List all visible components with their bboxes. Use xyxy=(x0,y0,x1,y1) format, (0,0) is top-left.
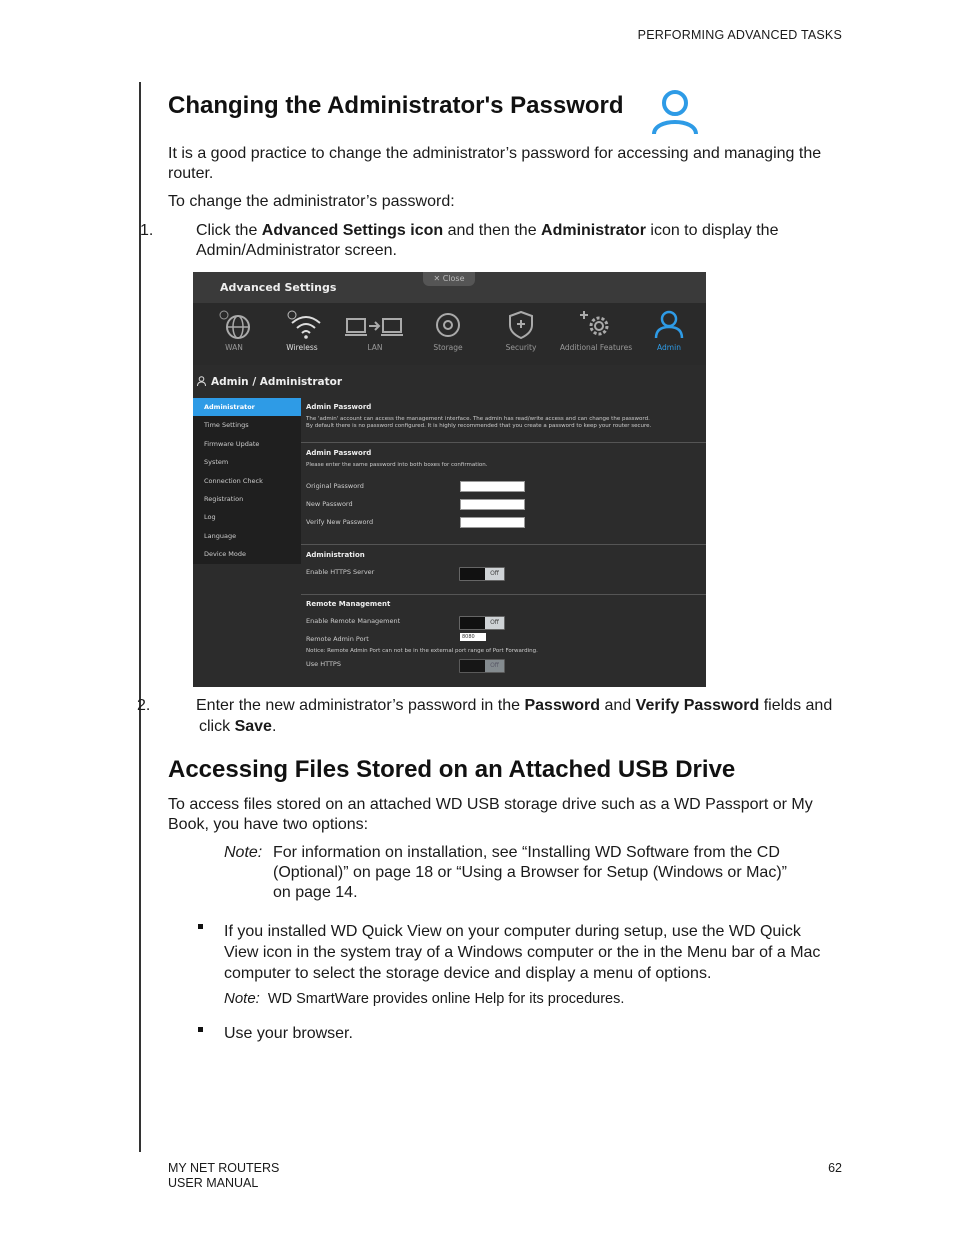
sidebar-item-firmware-update[interactable]: Firmware Update xyxy=(204,439,260,448)
admin-user-icon xyxy=(650,88,700,136)
panel-heading: Admin Password xyxy=(306,449,372,457)
wireless-label: Wireless xyxy=(286,343,318,352)
note-label: Note: xyxy=(224,844,263,861)
divider xyxy=(301,594,706,595)
note-smartware xyxy=(224,990,824,1007)
new-password-input[interactable] xyxy=(460,499,525,510)
lan-tab[interactable] xyxy=(340,309,410,365)
close-label: Close xyxy=(442,274,465,283)
panel-desc: The 'admin' account can access the management interface. The admin has read/write access and can change the password. xyxy=(306,416,650,422)
admin-tab[interactable] xyxy=(634,309,704,365)
step-bold-password: Password xyxy=(524,697,601,714)
bullet-marker xyxy=(198,1027,203,1032)
https-label: Enable HTTPS Server xyxy=(306,568,375,576)
screenshot-title: Advanced Settings xyxy=(220,281,337,294)
wan-label: WAN xyxy=(225,343,243,352)
storage-tab[interactable] xyxy=(413,309,483,365)
section-title-admin-password: Changing the Administrator's Password xyxy=(168,92,624,119)
margin-rule xyxy=(139,82,141,1152)
divider xyxy=(301,442,706,443)
verify-password-input[interactable] xyxy=(460,517,525,528)
security-tab[interactable] xyxy=(486,309,556,365)
lan-computers-icon xyxy=(343,309,407,339)
usb-intro-paragraph: To access files stored on an attached WD USB storage drive such as a WD Passport or My Book, you have two options: xyxy=(168,796,813,833)
step-bold-administrator: Administrator xyxy=(541,222,646,239)
step-bold-save: Save xyxy=(234,718,272,735)
lan-label: LAN xyxy=(367,343,383,352)
wan-tab[interactable] xyxy=(199,309,269,365)
toggle-state: Off xyxy=(485,660,504,672)
sidebar-item-time-settings[interactable]: Time Settings xyxy=(204,421,249,430)
remote-management-toggle[interactable] xyxy=(459,616,505,630)
globe-icon xyxy=(214,309,254,339)
footer-line: MY NET ROUTERS xyxy=(168,1161,280,1175)
security-label: Security xyxy=(505,343,537,352)
admin-label: Admin xyxy=(657,343,681,352)
additional-features-label: Additional Features xyxy=(559,343,633,352)
panel-desc: Please enter the same password into both boxes for confirmation. xyxy=(306,462,488,468)
port-notice: Notice: Remote Admin Port can not be in the external port range of Port Forwarding. xyxy=(306,648,538,654)
step-number: 1. xyxy=(140,222,154,239)
sidebar-item-system[interactable]: System xyxy=(204,458,229,467)
https-toggle[interactable] xyxy=(459,567,505,581)
step-text: Click the xyxy=(196,222,262,239)
wireless-tab[interactable] xyxy=(267,309,337,365)
storage-label: Storage xyxy=(433,343,463,352)
running-header: PERFORMING ADVANCED TASKS xyxy=(637,28,842,42)
sidebar-item-log[interactable]: Log xyxy=(204,513,216,522)
page-number: 62 xyxy=(828,1161,842,1175)
disk-icon xyxy=(428,309,468,339)
step-text: fields and click xyxy=(199,697,833,735)
step-text: and xyxy=(600,697,636,714)
note-text: WD SmartWare provides online Help for its procedures. xyxy=(267,991,625,1007)
admin-sidebar xyxy=(193,398,301,564)
sidebar-item-connection-check[interactable]: Connection Check xyxy=(204,476,263,485)
divider xyxy=(301,544,706,545)
wifi-icon xyxy=(282,309,322,339)
step-2 xyxy=(137,695,838,737)
toggle-state: Off xyxy=(485,617,504,629)
admin-screenshot xyxy=(193,272,706,687)
step-text: . xyxy=(271,718,277,735)
panel-desc: By default there is no password configured. It is highly recommended that you create a password to keep your router secure. xyxy=(306,423,652,429)
panel-heading: Remote Management xyxy=(306,600,391,608)
verify-password-label: Verify New Password xyxy=(306,518,374,526)
intro-paragraph: It is a good practice to change the administrator’s password for accessing and managing the router. xyxy=(168,145,822,182)
original-password-label: Original Password xyxy=(306,482,364,490)
footer-title xyxy=(168,1161,279,1191)
step-bold-verify-password: Verify Password xyxy=(635,697,760,714)
bullet-marker xyxy=(198,924,203,929)
remote-management-label: Enable Remote Management xyxy=(306,617,401,625)
sidebar-item-administrator[interactable]: Administrator xyxy=(193,398,301,416)
sidebar-item-registration[interactable]: Registration xyxy=(204,494,244,503)
admin-panel xyxy=(301,398,706,687)
screenshot-titlebar xyxy=(193,272,706,303)
close-button[interactable]: ✕ Close xyxy=(423,272,475,286)
section-header xyxy=(193,372,706,391)
settings-icon-row xyxy=(193,303,706,365)
step-text: Enter the new administrator’s password in the xyxy=(196,697,525,714)
note-installation xyxy=(224,843,804,903)
section-title: Admin / Administrator xyxy=(211,376,343,388)
user-small-icon xyxy=(197,376,206,386)
lead-paragraph: To change the administrator’s password: xyxy=(168,193,455,210)
use-https-label: Use HTTPS xyxy=(306,660,341,668)
sidebar-item-device-mode[interactable]: Device Mode xyxy=(204,550,247,559)
user-icon xyxy=(649,309,689,339)
new-password-label: New Password xyxy=(306,500,353,508)
bullet-text: Use your browser. xyxy=(224,1025,353,1042)
remote-port-input[interactable]: 8080 xyxy=(460,633,486,641)
toggle-state: Off xyxy=(485,568,504,580)
step-number: 2. xyxy=(137,697,151,714)
bullet-quick-view xyxy=(196,921,836,984)
original-password-input[interactable] xyxy=(460,481,525,492)
use-https-toggle[interactable] xyxy=(459,659,505,673)
step-1 xyxy=(140,221,828,261)
gear-plus-icon xyxy=(576,309,616,339)
step-bold-advanced-settings: Advanced Settings icon xyxy=(261,222,444,239)
section-title-usb-drive: Accessing Files Stored on an Attached USB Drive xyxy=(168,756,736,783)
step-text: icon to display the Admin/Administrator screen. xyxy=(196,222,779,259)
remote-port-label: Remote Admin Port xyxy=(306,635,369,643)
step-text: and then the xyxy=(443,222,542,239)
shield-icon xyxy=(501,309,541,339)
bullet-browser xyxy=(196,1024,836,1044)
panel-heading: Administration xyxy=(306,551,365,559)
bullet-text: If you installed WD Quick View on your computer during setup, use the WD Quick View icon in the system tray of a Windows computer or the in the Menu bar of a Mac computer to select the storage device and display a menu of options. xyxy=(224,923,821,982)
additional-features-tab[interactable] xyxy=(558,309,634,365)
note-label: Note: xyxy=(224,990,260,1007)
panel-heading: Admin Password xyxy=(306,403,372,411)
footer-line: USER MANUAL xyxy=(168,1176,259,1190)
sidebar-item-language[interactable]: Language xyxy=(204,531,237,540)
note-text: For information on installation, see “Installing WD Software from the CD (Optional)” on page 18 or “Using a Browser for Setup (Windows or Mac)” on page 14. xyxy=(273,844,787,901)
